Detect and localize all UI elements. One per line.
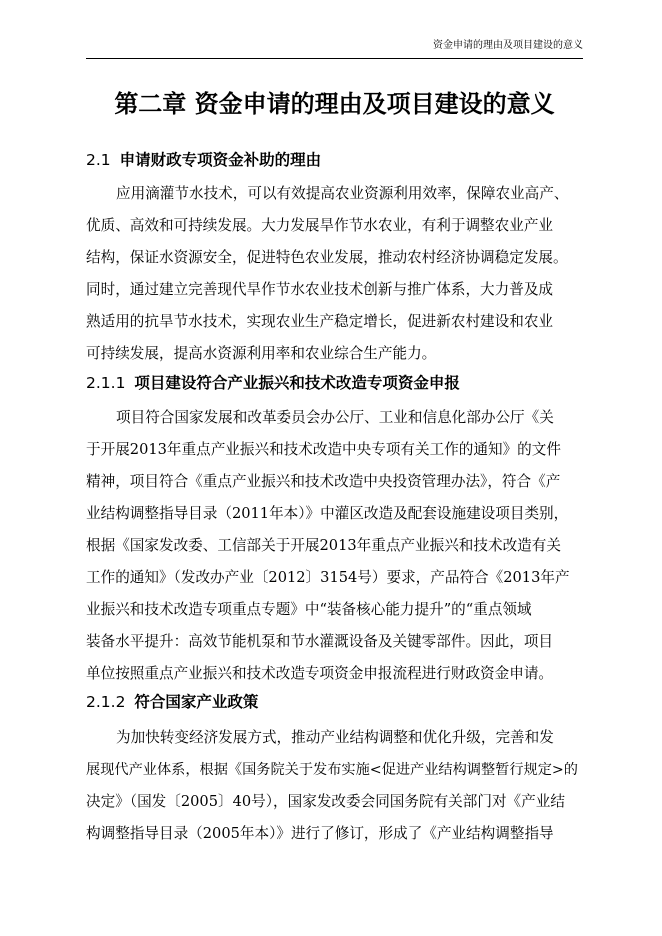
section-heading-2-1-2 (86, 690, 258, 714)
text-line: 应用滴灌节水技术，可以有效提高农业资源利用效率，保障农业高产、 (116, 185, 569, 202)
section-number: 2.1.1 (86, 374, 126, 392)
chapter-title: 第二章 资金申请的理由及项目建设的意义 (114, 90, 555, 118)
text-line: 可持续发展，提高水资源利用率和农业综合生产能力。 (86, 345, 437, 362)
text-line: 结构，保证水资源安全，促进特色农业发展，推动农村经济协调稳定发展。 (86, 249, 568, 266)
text-line: 业结构调整指导目录（2011年本）》中灌区改造及配套设施建设项目类别， (86, 505, 569, 522)
running-header: 资金申请的理由及项目建设的意义 (433, 40, 583, 51)
text-line: 精神，项目符合《重点产业振兴和技术改造中央投资管理办法》，符合《产 (86, 473, 561, 490)
text-line: 项目符合国家发展和改革委员会办公厅、工业和信息化部办公厅《关 (116, 409, 554, 426)
text-line: 于开展2013年重点产业振兴和技术改造中央专项有关工作的通知》的文件 (86, 441, 561, 458)
text-line: 单位按照重点产业振兴和技术改造专项资金申报流程进行财政资金申请。 (86, 665, 554, 682)
text-line: 熟适用的抗旱节水技术，实现农业生产稳定增长，促进新农村建设和农业 (86, 313, 554, 330)
text-line: 装备水平提升：高效节能机泵和节水灌溉设备及关键零部件。因此，项目 (86, 633, 554, 650)
paragraph-2-1-2 (86, 722, 583, 850)
section-title: 申请财政专项资金补助的理由 (119, 151, 322, 169)
paragraph-2-1-1 (86, 402, 583, 690)
text-line: 根据《国家发改委、工信部关于开展2013年重点产业振兴和技术改造有关 (86, 537, 561, 554)
text-line: 为加快转变经济发展方式，推动产业结构调整和优化升级，完善和发 (116, 729, 554, 746)
section-title: 项目建设符合产业振兴和技术改造专项资金申报 (134, 374, 460, 392)
text-line: 构调整指导目录（2005年本）》进行了修订，形成了《产业结构调整指导 (86, 825, 554, 842)
section-heading-2-1-1 (86, 371, 460, 395)
text-line: 优质、高效和可持续发展。大力发展旱作节水农业，有利于调整农业产业 (86, 217, 554, 234)
paragraph-2-1 (86, 178, 583, 370)
section-heading-2-1 (86, 148, 321, 172)
section-title: 符合国家产业政策 (134, 693, 259, 711)
section-number: 2.1 (86, 151, 111, 169)
text-line: 展现代产业体系，根据《国务院关于发布实施<促进产业结构调整暂行规定>的 (86, 762, 578, 778)
text-line: 同时，通过建立完善现代旱作节水农业技术创新与推广体系，大力普及成 (86, 281, 554, 298)
text-line: 业振兴和技术改造专项重点专题》中“装备核心能力提升”的“重点领域 (86, 601, 532, 618)
header-rule (86, 58, 583, 59)
section-number: 2.1.2 (86, 693, 126, 711)
text-line: 决定》（国发〔2005〕40号），国家发改委会同国务院有关部门对《产业结 (86, 793, 565, 810)
text-line: 工作的通知》（发改办产业〔2012〕3154号）要求，产品符合《2013年产 (86, 569, 570, 586)
